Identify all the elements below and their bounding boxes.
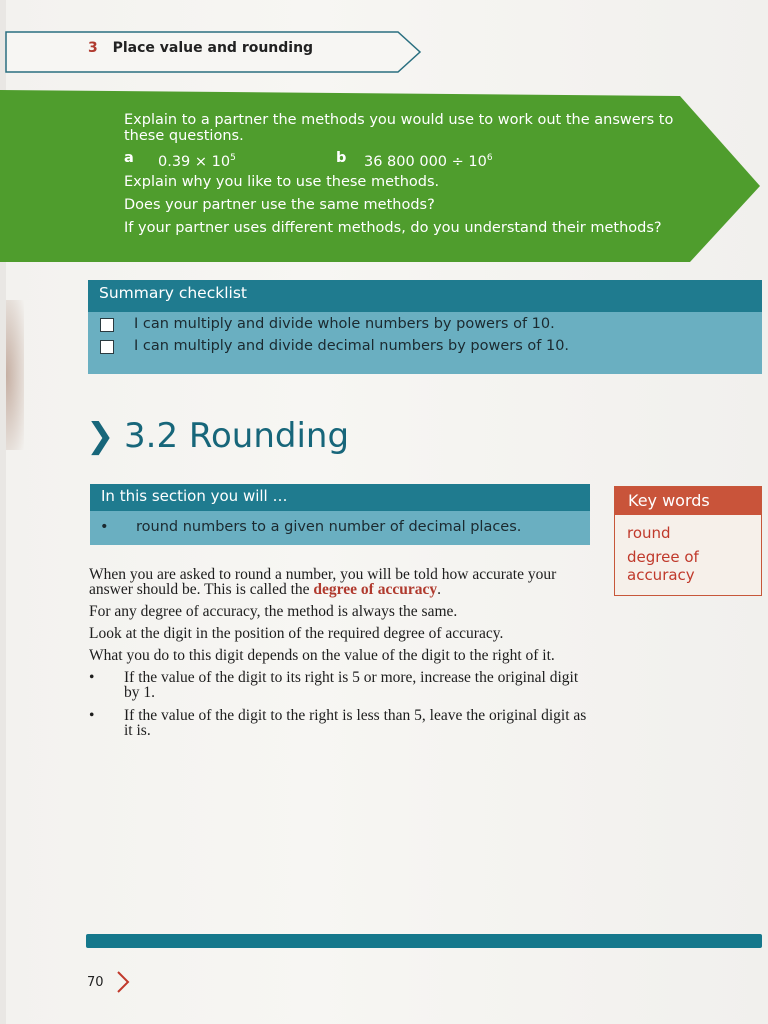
key-words-title: Key words — [628, 491, 710, 510]
discussion-text — [124, 112, 684, 243]
checklist-item-label: I can multiply and divide decimal numbers by powers of 10. — [134, 338, 570, 354]
objectives-header — [90, 484, 590, 511]
key-word: accuracy — [627, 566, 695, 584]
chapter-title: Place value and rounding — [112, 40, 314, 56]
key-words-header — [615, 487, 761, 515]
discussion-line-1: Explain why you like to use these methods. — [124, 174, 440, 190]
rule-bullets — [89, 670, 589, 738]
keyword-degree-of-accuracy: degree of accuracy — [313, 581, 438, 598]
objectives-title: In this section you will … — [101, 487, 288, 505]
objective-bullet: • — [100, 519, 109, 535]
chevron-right-icon — [116, 970, 130, 999]
objectives-body — [90, 511, 590, 545]
question-b-expression: 36 800 $000 \div 10^6$ — [364, 153, 493, 170]
body-paragraph: Look at the digit in the position of the required degree of accuracy. — [89, 625, 504, 642]
discussion-line-2: Does your partner use the same methods? — [124, 197, 435, 213]
checkbox-icon[interactable] — [100, 318, 114, 332]
discussion-intro: Explain to a partner the methods you would use to work out the answers to these questions. — [124, 112, 674, 144]
bullet-item: • If the value of the digit to its right is 5 or more, increase the original digit by 1. — [89, 669, 579, 701]
body-paragraph: What you do to this digit depends on the value of the digit to the right of it. — [89, 647, 555, 664]
chevron-right-icon: ❯ — [86, 416, 115, 456]
key-words-box — [614, 486, 762, 596]
question-a-expression: $0.39 \times 10^5$ — [158, 153, 236, 170]
chapter-number: 3 — [88, 40, 98, 56]
body-paragraph: When you are asked to round a number, you will be told how accurate your answer should be. This is called the degree of accuracy. — [89, 566, 557, 598]
discussion-questions — [124, 150, 684, 174]
page-edge-shadow — [6, 300, 24, 450]
page-number: 70 — [87, 975, 104, 990]
body-text — [89, 567, 589, 746]
checkbox-icon[interactable] — [100, 340, 114, 354]
objective-item: round numbers to a given number of decimal places. — [136, 519, 522, 535]
summary-checklist-body — [88, 312, 762, 374]
section-number: 3.2 — [124, 416, 179, 456]
bullet-item: • If the value of the digit to the right is less than 5, leave the original digit as it is. — [89, 707, 587, 739]
section-title: Rounding — [188, 416, 350, 456]
chapter-header — [88, 40, 313, 56]
summary-checklist-title: Summary checklist — [99, 284, 247, 302]
section-heading — [86, 416, 349, 456]
body-paragraph: For any degree of accuracy, the method is always the same. — [89, 603, 458, 620]
discussion-line-3: If your partner uses different methods, do you understand their methods? — [124, 220, 662, 236]
checklist-item-label: I can multiply and divide whole numbers by powers of 10. — [134, 316, 555, 332]
footer-bar — [86, 934, 762, 948]
question-a-letter: a — [124, 150, 134, 166]
summary-checklist-header — [88, 280, 762, 312]
key-word: degree of — [627, 548, 699, 566]
key-word: round — [627, 524, 671, 542]
question-b-letter: b — [336, 150, 347, 166]
